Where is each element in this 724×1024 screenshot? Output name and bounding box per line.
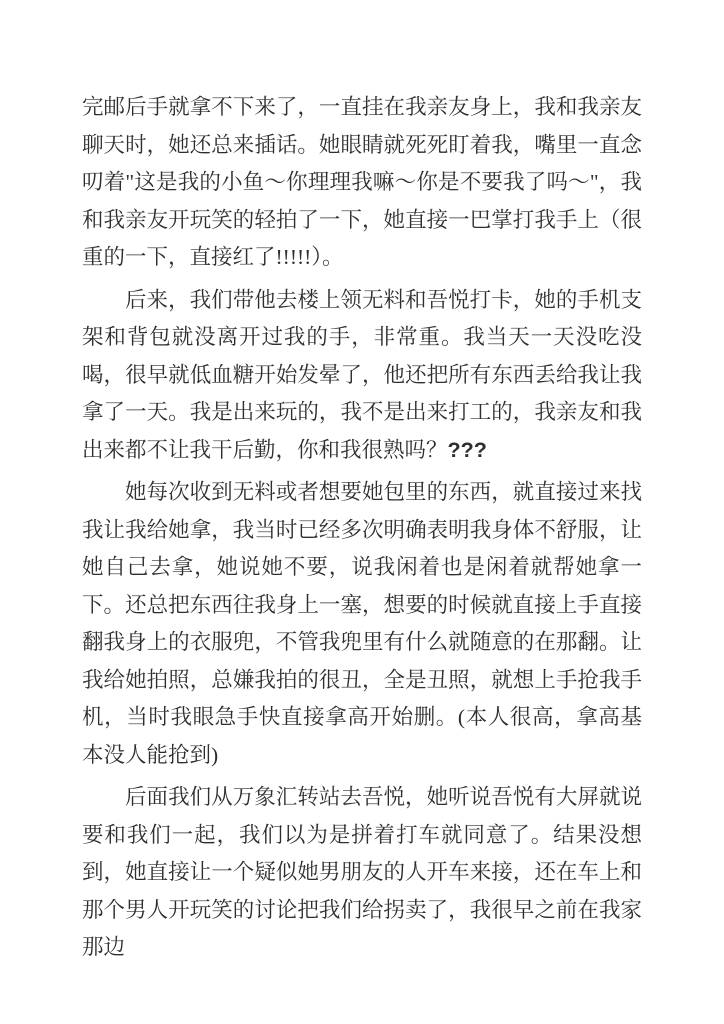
paragraph-4	[82, 779, 642, 967]
paragraph-3-text: 她每次收到无料或者想要她包里的东西，就直接过来找我让我给她拿，我当时已经多次明确表明我身体不舒服，让她自己去拿，她说她不要，说我闲着也是闲着就帮她拿一下。还总把东西往我身上一塞，想要的时候就直接上手直接翻我身上的衣服兜，不管我兜里有什么就随意的在那翻。让我给她拍照，总嫌我拍的很丑，全是丑照，就想上手抢我手机，当时我眼急手快直接拿高开始删。(本人很高，拿高基本没人能抢到)	[82, 480, 642, 767]
paragraph-1-text: 完邮后手就拿不下来了，一直挂在我亲友身上，我和我亲友聊天时，她还总来插话。她眼睛就死死盯着我，嘴里一直念叨着"这是我的小鱼～你理理我嘛～你是不要我了吗～"，我和我亲友开玩笑的轻拍了一下，她直接一巴掌打我手上（很重的一下，直接红了!!!!!）。	[82, 95, 642, 269]
paragraph-2	[82, 282, 642, 470]
paragraph-4-text: 后面我们从万象汇转站去吾悦，她听说吾悦有大屏就说要和我们一起，我们以为是拼着打车就同意了。结果没想到，她直接让一个疑似她男朋友的人开车来接，还在车上和那个男人开玩笑的讨论把我们给拐卖了，我很早之前在我家那边	[82, 785, 642, 959]
paragraph-2-text: 后来，我们带他去楼上领无料和吾悦打卡，她的手机支架和背包就没离开过我的手，非常重。我当天一天没吃没喝，很早就低血糖开始发晕了，他还把所有东西丢给我让我拿了一天。我是出来玩的，我不是出来打工的，我亲友和我出来都不让我干后勤，你和我很熟吗？	[82, 287, 642, 462]
paragraph-2-question-marks: ???	[447, 437, 487, 462]
paragraph-3	[82, 474, 642, 774]
paragraph-1	[82, 89, 642, 277]
